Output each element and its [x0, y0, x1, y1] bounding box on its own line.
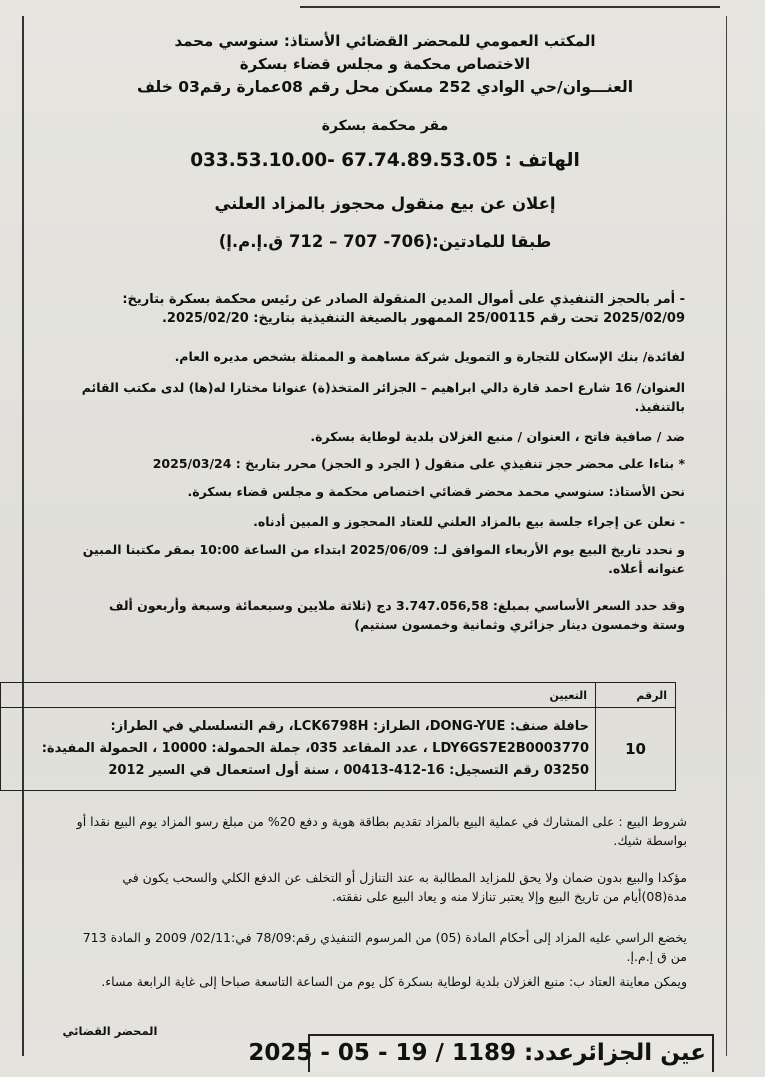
- execution-order: - أمر بالحجز التنفيذي على أموال المدين المنقولة الصادر عن رئيس محكمة بسكرة بتاريخ: 2025/02/09 تحت رقم 25/00115 الممهور بالصيغة التنفيذية بتاريخ: 2025/02/20.: [122, 292, 685, 326]
- no-guarantee-clause: مؤكدا والبيع بدون ضمان ولا يحق للمزايد المطالبة به عند التنازل أو التخلف عن الدفع الكلي والسحب يكون في مدة(08)أيام من تاريخ البيع وإلا يعتبر تنازلا منه و يعاد البيع على نفقته.: [122, 870, 687, 904]
- phone-text: الهاتف : 67.74.89.53.05 -033.53.10.00: [190, 150, 580, 171]
- item-description-line: LDY6GS7E2B0003770 ، عدد المقاعد 035، جملة الحمولة: 10000 ، الحمولة المفيدة:: [41, 741, 589, 756]
- inspection-info: ويمكن معاينة العتاد ب: منبع الغزلان بلدية لوطاية بسكرة كل يوم من الساعة التاسعة صباحا إلى غاية الرابعة مساء.: [101, 974, 687, 989]
- beneficiary-address: العنوان/ 16 شارع احمد قارة دالي ابراهيم – الجزائر المتخذ(ة) عنوانا مختارا له(ها) لدى مكتب القائم بالتنفيذ.: [81, 380, 685, 414]
- debtor: ضد / صافية فاتح ، العنوان / منبع الغزلان بلدية لوطاية بسكرة.: [310, 429, 685, 444]
- signature: المحضر القضائي: [62, 1024, 158, 1038]
- items-table: [0, 682, 676, 791]
- beneficiary: لفائدة/ بنك الإسكان للتجارة و التمويل شركة مساهمة و الممثلة بشخص مديره العام.: [174, 349, 685, 364]
- table-row: [1, 708, 676, 791]
- seizure-record: * بناءا على محضر حجز تنفيذي على منقول ( الجرد و الحجز) محرر بتاريخ : 2025/03/24: [152, 456, 685, 471]
- item-description-line: 03250 رقم التسجيل: 16-412-00413 ، سنة أول استعمال في السير 2012: [108, 763, 589, 778]
- item-number: 10: [596, 708, 676, 791]
- column-header-number: الرقم: [596, 683, 676, 708]
- phone-numbers: [180, 150, 590, 171]
- bailiff-statement: نحن الأستاذ: سنوسي محمد محضر قضائي اختصاص محكمة و مجلس قضاء بسكرة.: [187, 484, 685, 499]
- sale-terms: شروط البيع : على المشارك في عملية البيع بالمزاد تقديم بطاقة هوية و دفع 20% من مبلغ رسو المزاد يوم البيع نقدا أو بواسطة شيك.: [76, 814, 687, 848]
- item-description: [1, 708, 596, 791]
- sale-date: و نحدد تاريخ البيع يوم الأربعاء الموافق لـ: 2025/06/09 ابتداء من الساعة 10:00 بمقر مكتبنا المبين عنوانه أعلاه.: [82, 542, 685, 576]
- column-header-designation: التعيين: [1, 683, 596, 708]
- jurisdiction: الاختصاص محكمة و مجلس قضاء بسكرة: [239, 55, 531, 73]
- office-address: العنـــوان/حي الوادي 252 مسكن محل رقم 08عمارة رقم03 خلف: [136, 78, 634, 96]
- announcement-title: إعلان عن بيع منقول محجوز بالمزاد العلني: [214, 194, 556, 213]
- base-price: وقد حدد السعر الأساسي بمبلغ: 3.747.056,58 دج (ثلاثة ملايين وسبعمائة وسبعة وأربعون ألف وستة وخمسون دينار جزائري وثمانية وخمسون سنتيم): [108, 598, 685, 632]
- decree-reference: يخضع الراسي عليه المزاد إلى أحكام المادة (05) من المرسوم التنفيذي رقم:78/09 في:02/11/ 2009 و المادة 713 من ق إ.م.إ.: [82, 930, 687, 964]
- legal-articles: طبقا للمادتين:(706- 707 – 712 ق.إ.م.إ): [218, 232, 552, 251]
- top-rule: [300, 6, 720, 8]
- item-description-line: حافلة صنف: DONG-YUE، الطراز: LCK6798H، رقم التسلسلي في الطراز:: [110, 719, 589, 734]
- office-name: المكتب العمومي للمحضر القضائي الأستاذ: سنوسي محمد: [174, 32, 596, 50]
- table-header-row: [1, 683, 676, 708]
- auction-announcement: - نعلن عن إجراء جلسة بيع بالمزاد العلني للعتاد المحجوز و المبين أدناه.: [253, 514, 685, 529]
- issue-number: عين الجزائرعدد: 1189 / 19 - 05 - 2025: [248, 1040, 706, 1066]
- address-landmark: مقر محكمة بسكرة: [321, 118, 449, 134]
